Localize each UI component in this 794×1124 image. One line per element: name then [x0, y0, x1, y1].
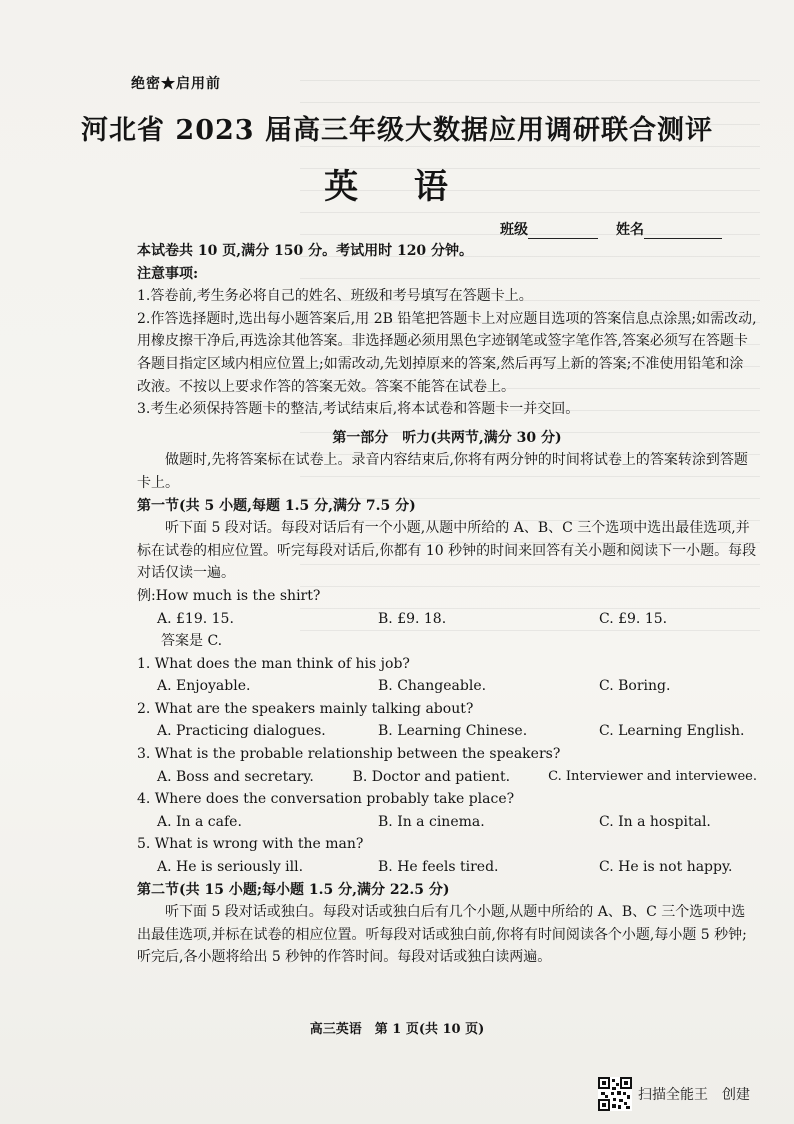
qr-code-icon: [598, 1077, 632, 1111]
section2-heading: 第二节(共 15 小题;每小题 1.5 分,满分 22.5 分): [137, 881, 450, 898]
example-option-c: C. £9. 15.: [599, 610, 668, 627]
name-label: 姓名: [616, 222, 644, 238]
q3-option-a: A. Boss and secretary.: [157, 768, 314, 785]
question-1: 1. What does the man think of his job?: [137, 655, 410, 672]
notice-heading: 注意事项:: [137, 265, 199, 282]
class-label: 班级: [500, 222, 528, 238]
example-answer: 答案是 C.: [161, 633, 223, 650]
q1-option-c: C. Boring.: [599, 678, 671, 695]
q2-option-a: A. Practicing dialogues.: [157, 723, 326, 740]
notice-item-3: 3.考生必须保持答题卡的整洁,考试结束后,将本试卷和答题卡一并交回。: [137, 401, 580, 418]
question-5: 5. What is wrong with the man?: [137, 836, 364, 853]
confidential-label: 绝密★启用前: [131, 76, 221, 92]
page-footer: 高三英语 第 1 页(共 10 页): [309, 1022, 485, 1037]
q3-option-b: B. Doctor and patient.: [352, 768, 511, 785]
question-1-options: [137, 675, 757, 698]
q2-option-b: B. Learning Chinese.: [378, 723, 528, 740]
q4-option-c: C. In a hospital.: [599, 813, 711, 830]
scanner-watermark: [598, 1077, 750, 1111]
part1-heading: 第一部分 听力(共两节,满分 30 分): [332, 429, 562, 446]
question-4-options: [137, 811, 757, 834]
q1-option-a: A. Enjoyable.: [157, 678, 251, 695]
question-2-options: [137, 720, 757, 743]
q1-option-b: B. Changeable.: [378, 678, 487, 695]
watermark-text: 扫描全能王 创建: [638, 1087, 750, 1103]
q2-option-c: C. Learning English.: [599, 723, 745, 740]
example-option-a: A. £19. 15.: [157, 610, 234, 627]
q5-option-a: A. He is seriously ill.: [157, 859, 304, 876]
q3-option-c: C. Interviewer and interviewee.: [548, 768, 757, 784]
part1-instruction: 做题时,先将答案标在试卷上。录音内容结束后,你将有两分钟的时间将试卷上的答案转涂到答题卡上。: [137, 452, 748, 491]
q4-option-a: A. In a cafe.: [157, 813, 242, 830]
notice-item-1: 1.答卷前,考生务必将自己的姓名、班级和考号填写在答题卡上。: [137, 288, 533, 305]
exam-content: [137, 240, 757, 969]
example-option-b: B. £9. 18.: [378, 610, 447, 627]
exam-info: 本试卷共 10 页,满分 150 分。考试用时 120 分钟。: [137, 243, 474, 259]
section1-heading: 第一节(共 5 小题,每题 1.5 分,满分 7.5 分): [137, 497, 416, 514]
question-5-options: [137, 856, 757, 879]
class-blank: [528, 224, 598, 239]
exam-title: 河北省 2023 届高三年级大数据应用调研联合测评: [81, 115, 713, 146]
question-2: 2. What are the speakers mainly talking about?: [137, 700, 474, 717]
question-3-options: [137, 766, 757, 789]
subject-title: 英 语: [324, 167, 470, 207]
question-4: 4. Where does the conversation probably take place?: [137, 791, 515, 808]
section2-instruction: 听下面 5 段对话或独白。每段对话或独白后有几个小题,从题中所给的 A、B、C 三个选项中选出最佳选项,并标在试卷的相应位置。听每段对话或独白前,你将有时间阅读各个小题,每小题 5 秒钟;听完后,各小题将给出 5 秒钟的作答时间。每段对话或独白读两遍。: [137, 904, 747, 966]
q4-option-b: B. In a cinema.: [378, 813, 485, 830]
question-3: 3. What is the probable relationship between the speakers?: [137, 746, 561, 763]
example-question: 例:How much is the shirt?: [137, 587, 321, 604]
student-info-row: [500, 219, 722, 239]
notice-item-2: 2.作答选择题时,选出每小题答案后,用 2B 铅笔把答题卡上对应题目选项的答案信息点涂黑;如需改动,用橡皮擦干净后,再选涂其他答案。非选择题必须用黑色字迹钢笔或签字笔作答,答案必须写在答题卡各题目指定区域内相应位置上;如需改动,先划掉原来的答案,然后再写上新的答案;不准使用铅笔和涂改液。不按以上要求作答的答案无效。答案不能答在试卷上。: [137, 310, 757, 395]
name-blank: [644, 224, 722, 239]
example-options: [137, 608, 757, 631]
q5-option-c: C. He is not happy.: [599, 859, 733, 876]
section1-instruction: 听下面 5 段对话。每段对话后有一个小题,从题中所给的 A、B、C 三个选项中选出最佳选项,并标在试卷的相应位置。听完每段对话后,你都有 10 秒钟的时间来回答有关小题和阅读下一小题。每段对话仅读一遍。: [137, 520, 757, 582]
q5-option-b: B. He feels tired.: [378, 859, 499, 876]
